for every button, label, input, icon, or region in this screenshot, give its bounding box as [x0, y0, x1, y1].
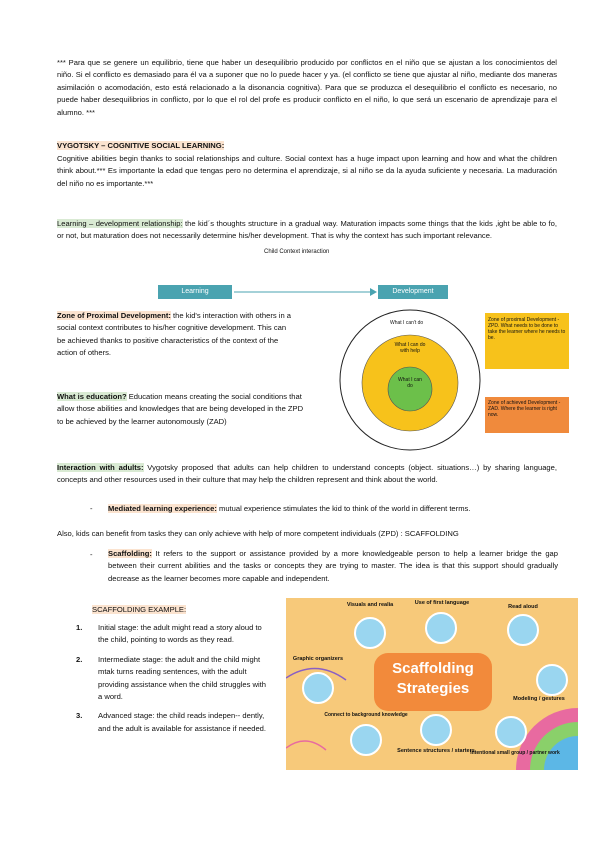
adults-paragraph [57, 462, 557, 487]
arrow-connector [232, 285, 378, 299]
middle-label: What I can do with help [394, 342, 426, 354]
zpd-label: Zone of Proximal Development: [57, 311, 171, 320]
scaffolding-label: Scaffolding: [108, 549, 152, 558]
scaffolding-steps [76, 622, 272, 742]
development-box: Development [378, 285, 448, 299]
poster-title-2: Strategies [396, 680, 470, 697]
scaffolding-paragraph [108, 548, 558, 585]
poster-label-2: Use of first language [414, 600, 470, 606]
education-label: What is education? [57, 392, 127, 401]
inner-circle [388, 367, 432, 411]
diagram-caption: Child Context interaction [264, 249, 330, 255]
learning-dev-text: the kid´s thoughts structure in a gradual way. Maturation impacts some things that the kids ,ight be able to fo, or not, but maturation does not necessarily determine his/her development. That is why the context has such important relevance. [57, 219, 557, 241]
zpd-text: the kid's interaction with others in a social context contributes to his/her cognitive development. This can be achieved thanks to positive characteristics of the context of the action of others. [57, 311, 291, 358]
vygotsky-heading [57, 140, 557, 152]
inner-label: What I can do [398, 377, 422, 389]
zpd-paragraph [57, 310, 295, 360]
vygotsky-text: Cognitive abilities begin thanks to social relationships and culture. Social context has a huge impact upon learning and how and what the children think about.*** Es importante la edad que tengas pero no determina el aprendizaje, si al niño se da la ayuda suficiente y necesaria. La maduración del niño no es importante.*** [57, 154, 557, 188]
mediated-label: Mediated learning experience: [108, 504, 217, 513]
zad-note: Zone of achieved Development - ZAD. Where the learner is right now. [488, 400, 561, 418]
scaffolding-text: It refers to the support or assistance provided by a more knowledgeable person to help a learner bridge the gap between their current abilities and the tasks or concepts they are trying to master. The idea is that this support should gradually decrease as the learner becomes more capable and independent. [108, 549, 558, 583]
intro-paragraph: *** Para que se genere un equilibrio, tiene que haber un desequilibrio producido por conflictos en el niño que se ajustan a los conocimientos del niño. Si el conflicto es demasiado para él va a suponer que no lo puede hacer y ya. (el conflicto se tiene que ajustar al niño, mediante dos maneras asimilación o acomodación, esto está relacionado a la disonancia cognitiva). Para que se produzca el desequilibrio el conflicto es necesario, no puede haber desequilibrios in conflicto, por lo que el rol del profe es producir conflicto en el niño, lo que será un escenario de aprendizaje para el alumno. *** [57, 58, 557, 117]
poster-label-6: Connect to background knowledge [324, 712, 408, 718]
poster-label-7: Sentence structures / starters [397, 748, 475, 754]
poster-label-5: Modeling / gestures [513, 696, 565, 702]
adults-label: Interaction with adults: [57, 463, 144, 472]
learning-dev-paragraph [57, 218, 557, 243]
zpd-note: Zone of proximal Development - ZPD. What needs to be done to take the learner where he needs to be. [488, 317, 566, 341]
scaffolding-poster [286, 598, 578, 770]
step-2: 2. Intermediate stage: the adult and the child might mtak turns reading sentences, with the adult providing assistance when the child struggles with a word. [76, 654, 266, 702]
mediated-text: mutual experience stimulates the kid to think of the world in different terms. [216, 504, 471, 513]
adults-text: Vygotsky proposed that adults can help children to understand concepts (object. situations…) by sharing language, concepts and other resources used in their culture that may help the children represent and think about the world. [57, 463, 557, 485]
poster-label-3: Read aloud [508, 604, 538, 610]
poster-label-1: Visuals and realia [346, 602, 394, 608]
education-paragraph [57, 391, 305, 428]
poster-label-4: Graphic organizers [292, 656, 344, 662]
learning-dev-label: Learning – development relationship: [57, 219, 183, 228]
education-text: Education means creating the social conditions that allow those abilities and knowledges that are being developed in the ZPD to be achieved by the learner autonomously (ZAD) [57, 392, 304, 426]
example-heading-text: SCAFFOLDING EXAMPLE: [92, 605, 187, 614]
mediated-paragraph [108, 503, 558, 515]
learning-box: Learning [158, 285, 232, 299]
step-1: 1. Initial stage: the adult might read a story aloud to the child, pointing to words as they read. [76, 623, 262, 645]
example-heading [92, 604, 186, 616]
step-3: 3. Advanced stage: the child reads indepen-- dently, and the adult is available for assistance if needed. [76, 711, 267, 733]
bullet-dash-2: - [90, 550, 93, 559]
poster-label-8: Intentional small group / partner work [470, 750, 560, 756]
poster-title-1: Scaffolding [392, 660, 474, 677]
vygotsky-heading-text: VYGOTSKY – COGNITIVE SOCIAL LEARNING: [57, 141, 225, 150]
outer-label: What I can't do [390, 320, 424, 326]
bullet-dash: - [90, 504, 93, 513]
also-line: Also, kids can benefit from tasks they can only achieve with help of more competent individuals (ZPD) : SCAFFOLDING [57, 529, 459, 538]
